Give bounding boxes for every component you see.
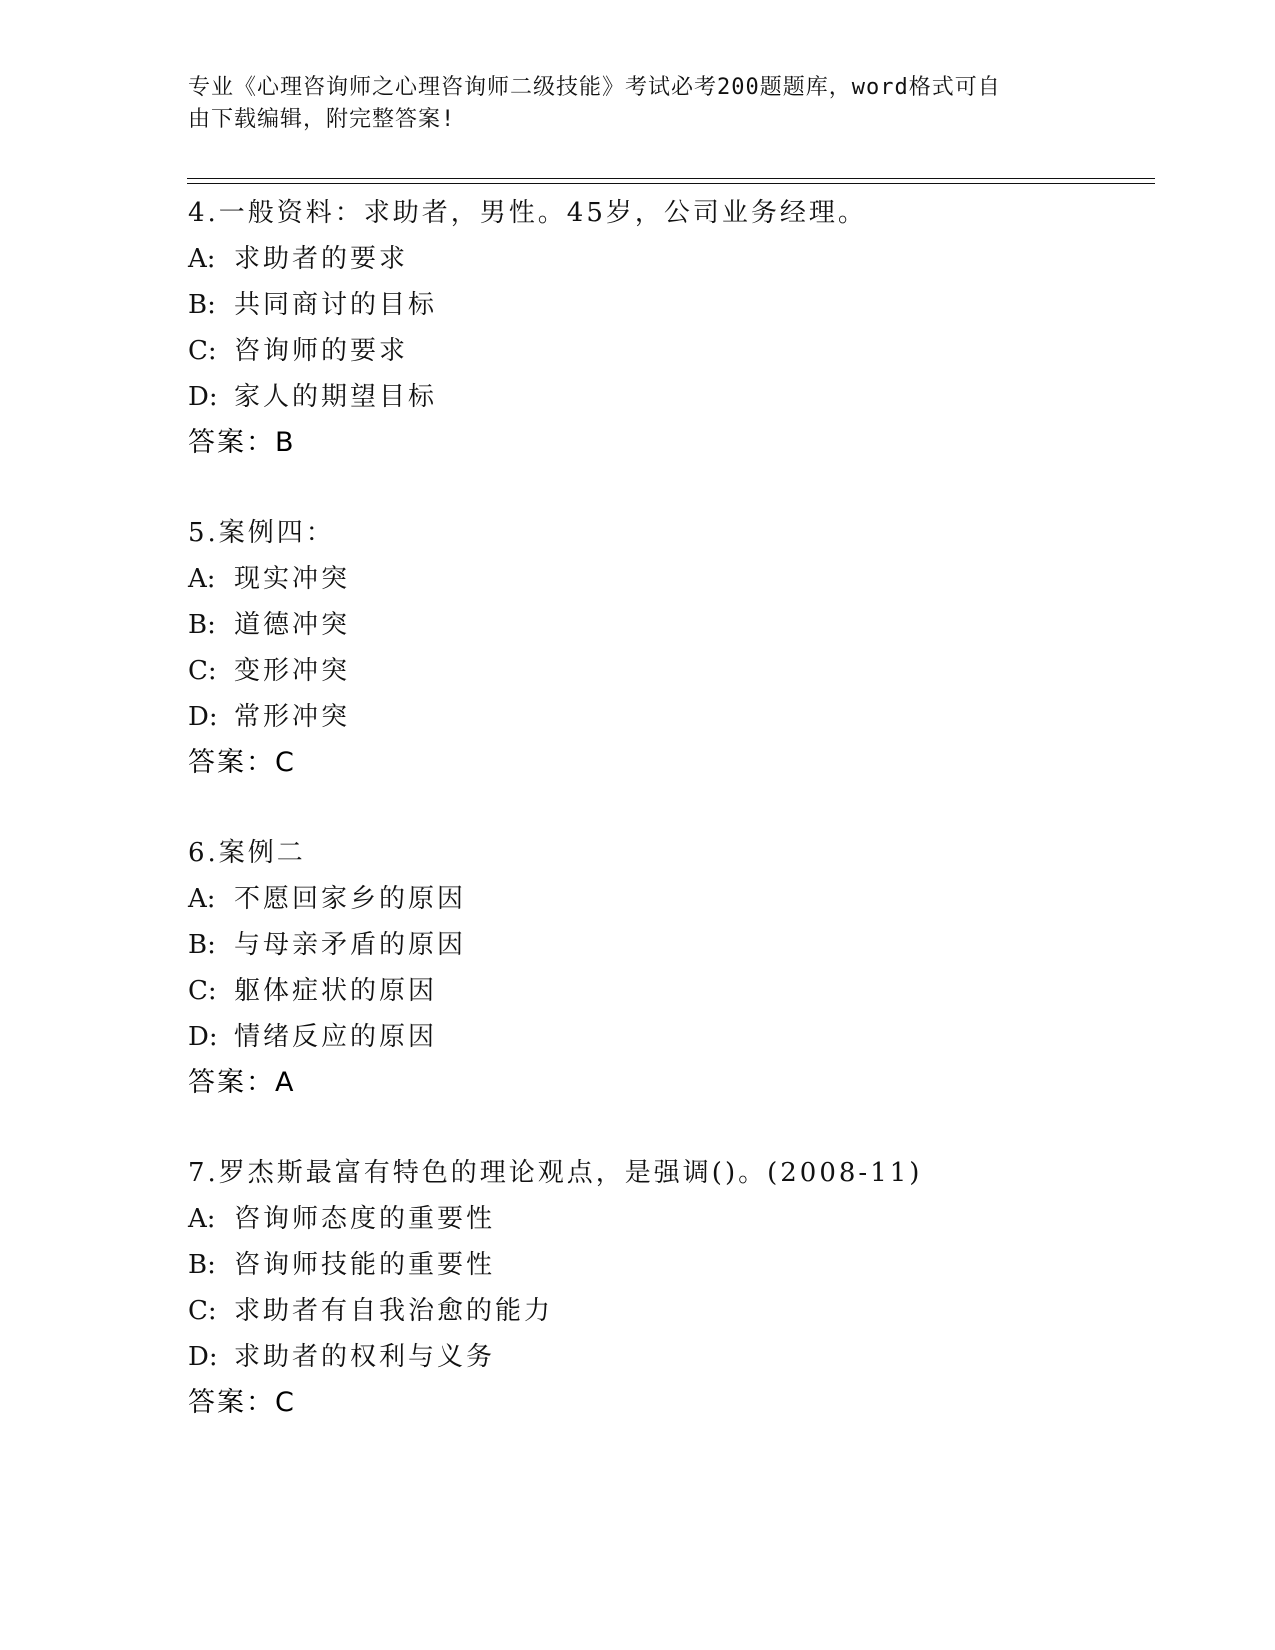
option-c <box>188 328 1148 374</box>
option-letter: D: <box>188 1022 218 1052</box>
question-block <box>188 830 1148 1106</box>
option-b <box>188 282 1148 328</box>
option-c <box>188 968 1148 1014</box>
option-text: 道德冲突 <box>234 610 351 640</box>
option-text: 常形冲突 <box>234 702 351 732</box>
option-d <box>188 374 1148 420</box>
option-d <box>188 1334 1148 1380</box>
option-a <box>188 1196 1148 1242</box>
option-b <box>188 602 1148 648</box>
option-letter: C: <box>188 976 217 1006</box>
option-letter: A: <box>188 564 216 594</box>
answer-line: 答案：A <box>188 1067 296 1098</box>
option-letter: B: <box>188 1250 216 1280</box>
header-line-2: 由下载编辑，附完整答案! <box>188 107 456 132</box>
answer-line: 答案：B <box>188 427 296 458</box>
option-text: 与母亲矛盾的原因 <box>234 930 467 960</box>
option-text: 求助者的要求 <box>234 244 409 274</box>
question-stem: 4.一般资料：求助者，男性。45岁，公司业务经理。 <box>188 198 867 228</box>
question-block <box>188 190 1148 466</box>
option-text: 变形冲突 <box>234 656 351 686</box>
option-text: 家人的期望目标 <box>234 382 438 412</box>
option-a <box>188 876 1148 922</box>
option-d <box>188 694 1148 740</box>
option-letter: B: <box>188 290 216 320</box>
question-stem: 7.罗杰斯最富有特色的理论观点，是强调()。(2008-11) <box>188 1158 923 1188</box>
option-letter: B: <box>188 930 216 960</box>
option-letter: D: <box>188 1342 218 1372</box>
option-a <box>188 236 1148 282</box>
option-letter: D: <box>188 702 218 732</box>
answer-line: 答案：C <box>188 1387 296 1418</box>
option-text: 求助者的权利与义务 <box>234 1342 496 1372</box>
option-letter: A: <box>188 884 216 914</box>
question-stem: 5.案例四： <box>188 518 335 548</box>
option-b <box>188 1242 1148 1288</box>
header-line-1: 专业《心理咨询师之心理咨询师二级技能》考试必考200题题库，word格式可自 <box>188 75 1001 100</box>
option-letter: A: <box>188 1204 216 1234</box>
option-text: 咨询师态度的重要性 <box>234 1204 496 1234</box>
option-b <box>188 922 1148 968</box>
question-block <box>188 1150 1148 1426</box>
option-c <box>188 648 1148 694</box>
option-text: 现实冲突 <box>234 564 351 594</box>
option-letter: A: <box>188 244 216 274</box>
option-letter: B: <box>188 610 216 640</box>
header-divider-top <box>187 178 1155 179</box>
option-text: 躯体症状的原因 <box>234 976 438 1006</box>
answer-line: 答案：C <box>188 747 296 778</box>
option-c <box>188 1288 1148 1334</box>
option-text: 咨询师的要求 <box>234 336 409 366</box>
header-divider-bottom <box>187 183 1155 184</box>
question-stem: 6.案例二 <box>188 838 306 868</box>
option-letter: C: <box>188 1296 217 1326</box>
document-header <box>188 72 1068 136</box>
option-text: 情绪反应的原因 <box>234 1022 438 1052</box>
option-letter: D: <box>188 382 218 412</box>
option-letter: C: <box>188 336 217 366</box>
option-text: 咨询师技能的重要性 <box>234 1250 496 1280</box>
option-text: 求助者有自我治愈的能力 <box>234 1296 554 1326</box>
option-letter: C: <box>188 656 217 686</box>
option-d <box>188 1014 1148 1060</box>
option-text: 不愿回家乡的原因 <box>234 884 467 914</box>
option-a <box>188 556 1148 602</box>
option-text: 共同商讨的目标 <box>234 290 438 320</box>
question-block <box>188 510 1148 786</box>
